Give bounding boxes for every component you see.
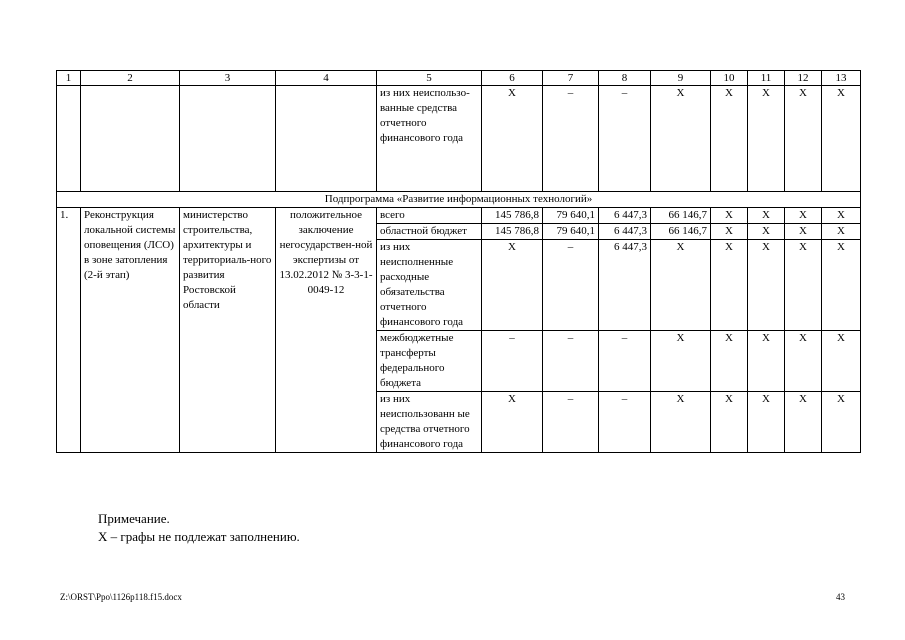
value-cell: X xyxy=(711,392,748,453)
value-cell: – xyxy=(599,331,651,392)
note-text: X – графы не подлежат заполнению. xyxy=(98,529,300,544)
data-table xyxy=(56,70,861,453)
row-label: областной бюджет xyxy=(377,224,482,240)
table-row xyxy=(57,208,861,224)
footer-file-path: Z:\ORST\Ppo\1126p118.f15.docx xyxy=(60,592,182,602)
value-cell: X xyxy=(711,86,748,192)
value-cell: X xyxy=(748,240,785,331)
value-cell: X xyxy=(822,240,861,331)
value-cell: X xyxy=(651,331,711,392)
table-row xyxy=(57,86,861,192)
value-cell: X xyxy=(711,240,748,331)
value-cell: X xyxy=(822,224,861,240)
value-cell: X xyxy=(785,240,822,331)
value-cell: 6 447,3 xyxy=(599,224,651,240)
value-cell: X xyxy=(711,331,748,392)
header-cell: 11 xyxy=(748,71,785,86)
value-cell: 145 786,8 xyxy=(482,208,543,224)
header-cell: 7 xyxy=(543,71,599,86)
subprogram-title: Подпрограмма «Развитие информационных технологий» xyxy=(57,192,861,208)
value-cell: X xyxy=(822,392,861,453)
value-cell: 6 447,3 xyxy=(599,208,651,224)
value-cell: 6 447,3 xyxy=(599,240,651,331)
subprogram-row xyxy=(57,192,861,208)
value-cell: X xyxy=(711,224,748,240)
value-cell: X xyxy=(748,224,785,240)
value-cell: X xyxy=(748,392,785,453)
value-cell: X xyxy=(822,86,861,192)
header-cell: 2 xyxy=(81,71,180,86)
header-cell: 3 xyxy=(180,71,276,86)
row-label: из них неиспользо-ванные средства отчетного финансового года xyxy=(377,86,482,192)
project-expertise: положительное заключение негосударствен-ной экспертизы от 13.02.2012 № 3-3-1-0049-12 xyxy=(276,208,377,453)
header-cell: 13 xyxy=(822,71,861,86)
value-cell: X xyxy=(785,331,822,392)
value-cell: X xyxy=(748,331,785,392)
value-cell: X xyxy=(711,208,748,224)
header-cell: 6 xyxy=(482,71,543,86)
empty-cell xyxy=(57,86,81,192)
page-number: 43 xyxy=(836,592,845,602)
value-cell: 66 146,7 xyxy=(651,208,711,224)
value-cell: X xyxy=(651,392,711,453)
value-cell: – xyxy=(599,392,651,453)
row-label: межбюджетные трансферты федерального бюджета xyxy=(377,331,482,392)
value-cell: X xyxy=(822,208,861,224)
project-executor: министерство строительства, архитектуры и территориаль-ного развития Ростовской области xyxy=(180,208,276,453)
row-label: всего xyxy=(377,208,482,224)
value-cell: X xyxy=(748,208,785,224)
value-cell: X xyxy=(482,240,543,331)
row-label: из них неиспользованн ые средства отчетного финансового года xyxy=(377,392,482,453)
value-cell: – xyxy=(543,331,599,392)
value-cell: X xyxy=(785,224,822,240)
project-name: Реконструкция локальной системы оповещения (ЛСО) в зоне затопления (2-й этап) xyxy=(81,208,180,453)
value-cell: – xyxy=(543,240,599,331)
value-cell: X xyxy=(482,392,543,453)
value-cell: X xyxy=(785,86,822,192)
value-cell: X xyxy=(822,331,861,392)
value-cell: 145 786,8 xyxy=(482,224,543,240)
value-cell: – xyxy=(543,86,599,192)
header-cell: 9 xyxy=(651,71,711,86)
empty-cell xyxy=(180,86,276,192)
value-cell: – xyxy=(482,331,543,392)
empty-cell xyxy=(276,86,377,192)
value-cell: X xyxy=(651,240,711,331)
row-label: из них неисполненные расходные обязательства отчетного финансового года xyxy=(377,240,482,331)
header-cell: 8 xyxy=(599,71,651,86)
header-cell: 5 xyxy=(377,71,482,86)
value-cell: 66 146,7 xyxy=(651,224,711,240)
column-number-row xyxy=(57,71,861,86)
header-cell: 1 xyxy=(57,71,81,86)
value-cell: – xyxy=(543,392,599,453)
row-number: 1. xyxy=(57,208,81,453)
value-cell: X xyxy=(785,208,822,224)
empty-cell xyxy=(81,86,180,192)
value-cell: 79 640,1 xyxy=(543,224,599,240)
header-cell: 4 xyxy=(276,71,377,86)
value-cell: X xyxy=(651,86,711,192)
value-cell: 79 640,1 xyxy=(543,208,599,224)
header-cell: 10 xyxy=(711,71,748,86)
value-cell: X xyxy=(482,86,543,192)
value-cell: – xyxy=(599,86,651,192)
value-cell: X xyxy=(748,86,785,192)
note-title: Примечание. xyxy=(98,511,170,526)
value-cell: X xyxy=(785,392,822,453)
header-cell: 12 xyxy=(785,71,822,86)
